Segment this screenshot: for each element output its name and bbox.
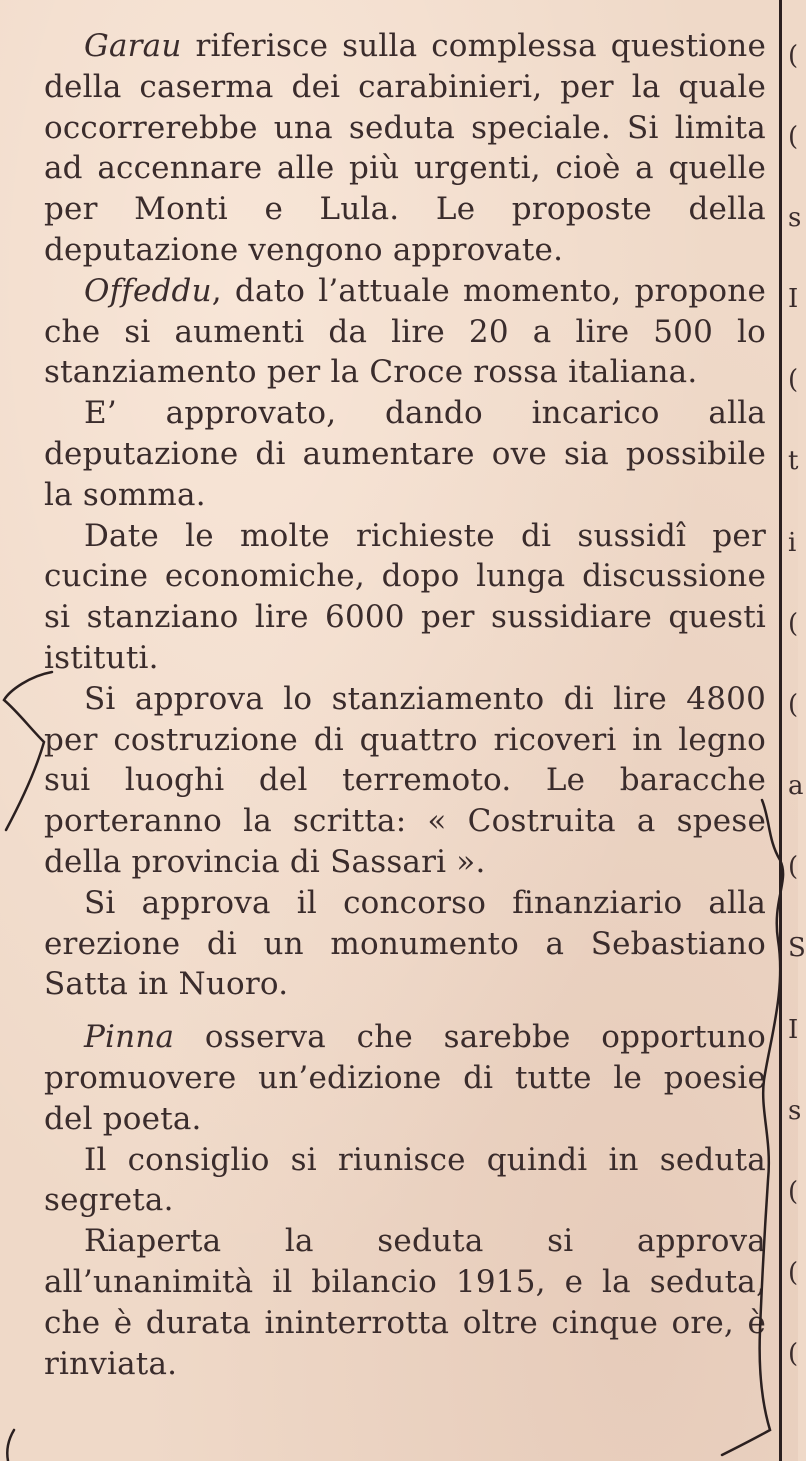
paragraph-secret-session [44,1140,766,1222]
adjacent-column-glyph: i [788,528,797,558]
paragraph-budget [44,1221,766,1384]
paragraph-monument [44,883,766,1005]
paragraph-text: Date le molte richieste di sussidî per cucine economiche, dopo lunga discussione si stanziano lire 6000 per sussidiare questi istituti. [44,517,766,676]
pen-hook-bottom-left [7,1430,14,1461]
adjacent-column-glyph: I [788,284,799,314]
paragraph-subsidies [44,516,766,679]
adjacent-column-glyph: ( [788,609,799,639]
adjacent-column-glyph: ( [788,1339,799,1369]
adjacent-column-glyph: ( [788,1258,799,1288]
paragraph-text: Riaperta la seduta si approva all’unanimità il bilancio 1915, e la seduta, che è durata ininterrotta oltre cinque ore, è rinviata. [44,1223,766,1382]
adjacent-column-glyph: S [788,933,806,963]
paragraph-approved [44,393,766,515]
adjacent-column-glyph: ( [788,1177,799,1207]
paragraph-pinna [44,1017,766,1139]
paragraph-text: E’ approvato, dando incarico alla deputazione di aumentare ove sia possibile la somma. [44,395,766,513]
adjacent-column-glyph: I [788,1015,799,1045]
adjacent-column-glyph: ( [788,852,799,882]
column-rule [779,0,782,1461]
adjacent-column-glyph: ( [788,122,799,152]
adjacent-column-glyph: s [788,1096,802,1126]
paragraph-text: Si approva lo stanziamento di lire 4800 per costruzione di quattro ricoveri in legno sui luoghi del terremoto. Le baracche porteranno la scritta: « Costruita a spese della provincia di Sassari ». [44,680,766,880]
paragraph-text: , dato l’attuale momento, propone che si aumenti da lire 20 a lire 500 lo stanziamento per la Croce rossa italiana. [44,272,766,391]
paragraph-text: riferisce sulla complessa questione della caserma dei carabinieri, per la quale occorrerebbe una seduta speciale. Si limita ad accennare alle più urgenti, cioè a quelle per Monti e Lula. Le proposte della deputazione vengono approvate. [44,28,766,268]
paragraph-text: Si approva il concorso finanziario alla erezione di un monumento a Sebastiano Satta in Nuoro. [44,884,766,1003]
paragraph-text: osserva che sarebbe opportuno promuovere un’edizione di tutte le poesie del poeta. [44,1019,766,1137]
article-column [44,26,766,1384]
paragraph-text: Il consiglio si riunisce quindi in seduta segreta. [44,1141,766,1219]
paragraph-garau [44,26,766,271]
paragraph-offeddu [44,271,766,393]
speaker-name: Pinna [84,1019,175,1056]
adjacent-column-glyph: a [788,771,804,801]
adjacent-column-glyph: ( [788,690,799,720]
adjacent-column-glyph: ( [788,365,799,395]
adjacent-column-glyph: ( [788,41,799,71]
speaker-name: Garau [84,28,182,64]
adjacent-column-glyph: t [788,446,799,476]
adjacent-column-glyph: s [788,203,802,233]
paragraph-shelters [44,679,766,883]
adjacent-column-edge [786,0,806,1461]
speaker-name: Offeddu [84,272,212,309]
